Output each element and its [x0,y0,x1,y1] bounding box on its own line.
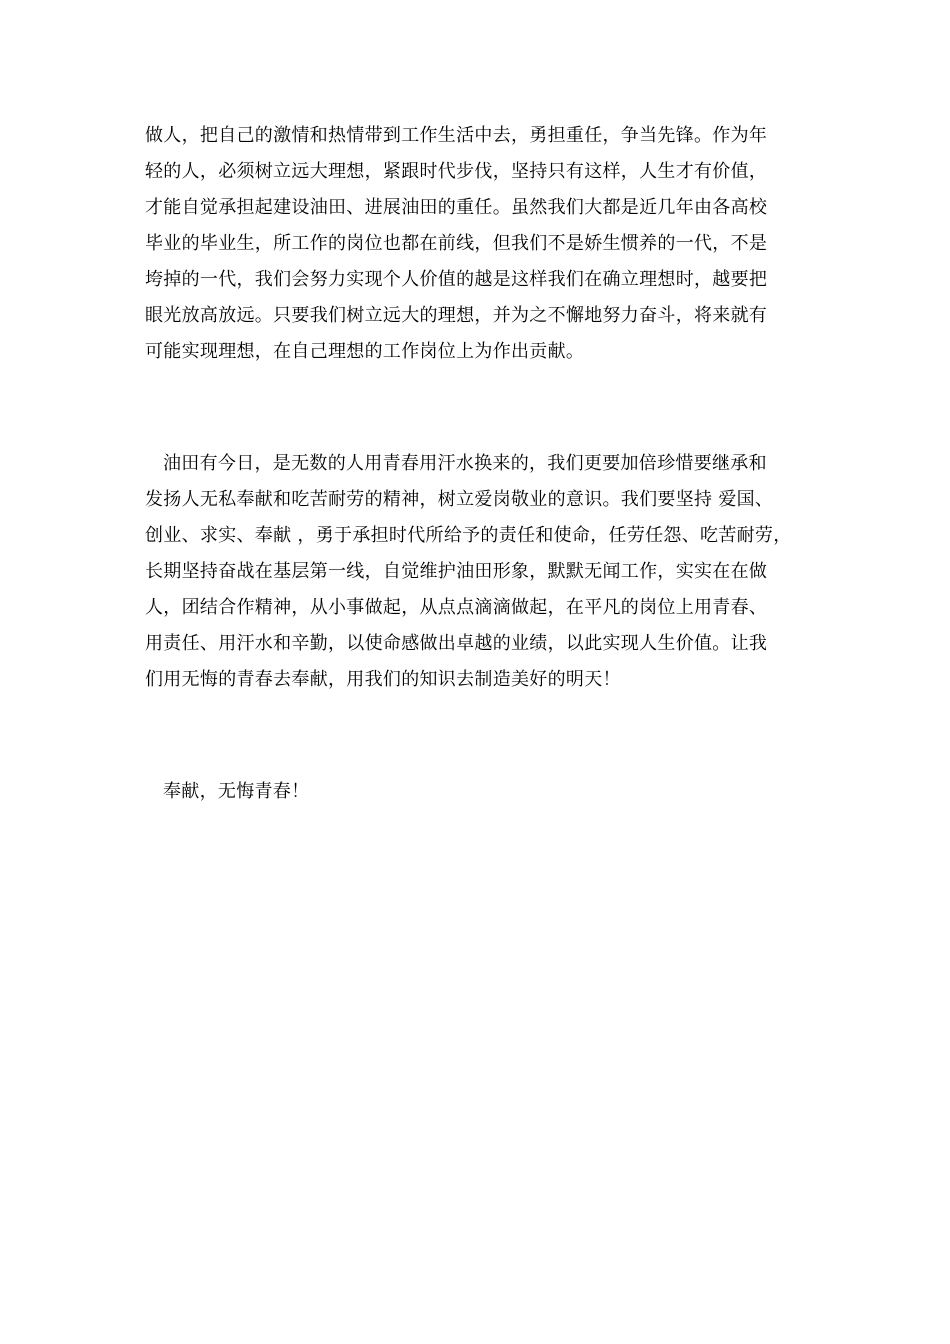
paragraph-2-line: 人，团结合作精神，从小事做起，从点点滴滴做起，在平凡的岗位上用青春、 [145,597,768,618]
paragraph-1-line: 轻的人，必须树立远大理想，紧跟时代步伐，坚持只有这样，人生才有价值， [145,161,768,182]
paragraph-1-line: 毕业的毕业生，所工作的岗位也都在前线，但我们不是娇生惯养的一代，不是 [145,233,768,254]
paragraph-2-line: 创业、求实、奉献 ，勇于承担时代所给予的责任和使命，任劳任怨、吃苦耐劳， [145,525,792,546]
paragraph-1-line: 才能自觉承担起建设油田、进展油田的重任。虽然我们大都是近几年由各高校 [145,197,768,218]
closing-line: 奉献，无悔青春！ [163,781,310,802]
paragraph-1-line: 垮掉的一代，我们会努力实现个人价值的越是这样我们在确立理想时，越要把 [145,269,768,290]
paragraph-2-line: 用责任、用汗水和辛勤，以使命感做出卓越的业绩，以此实现人生价值。让我 [145,633,768,654]
paragraph-1-line: 做人，把自己的激情和热情带到工作生活中去，勇担重任，争当先锋。作为年 [145,125,768,146]
paragraph-2-line: 油田有今日，是无数的人用青春用汗水换来的，我们更要加倍珍惜要继承和 [163,453,767,474]
paragraph-1-line: 眼光放高放远。只要我们树立远大的理想，并为之不懈地努力奋斗，将来就有 [145,305,768,326]
paragraph-2-line: 们用无悔的青春去奉献，用我们的知识去制造美好的明天！ [145,669,621,690]
paragraph-1-line: 可能实现理想，在自己理想的工作岗位上为作出贡献。 [145,341,585,362]
paragraph-2-line: 长期坚持奋战在基层第一线，自觉维护油田形象，默默无闻工作，实实在在做 [145,561,768,582]
paragraph-2-line: 发扬人无私奉献和吃苦耐劳的精神，树立爱岗敬业的意识。我们要坚持 爱国、 [145,489,774,510]
